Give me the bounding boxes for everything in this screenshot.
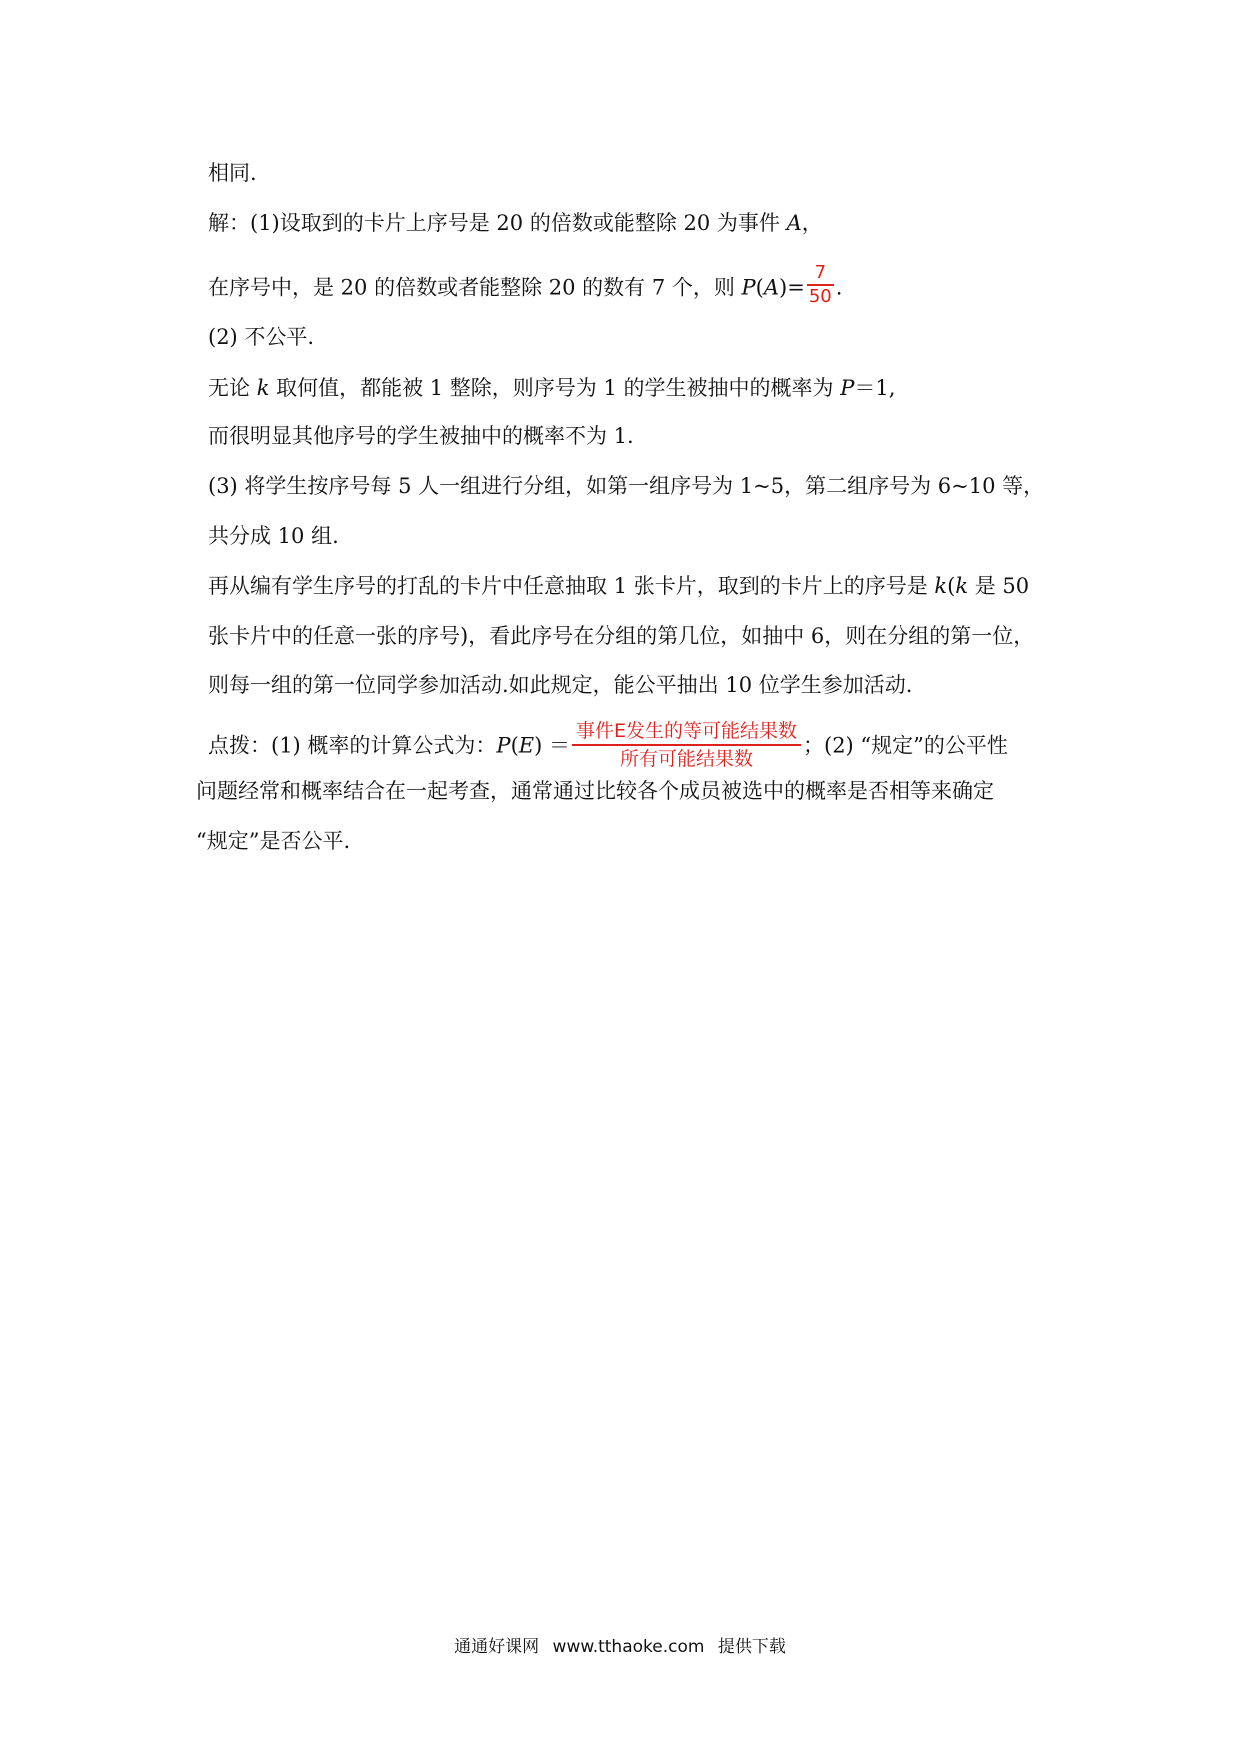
fraction-numerator: 事件E发生的等可能结果数 xyxy=(575,720,797,742)
footer-action: 提供下载 xyxy=(717,1637,786,1657)
variable-p: P xyxy=(496,733,511,758)
line-text: 而很明显其他序号的学生被抽中的概率不为 1. xyxy=(208,424,634,448)
text-line-5 xyxy=(208,373,895,403)
line-text: 张卡片中的任意一张的序号)，看此序号在分组的第几位，如抽中 6，则在分组的第一位， xyxy=(208,624,1035,648)
variable-k: k xyxy=(934,574,948,598)
line-text: “规定”是否公平. xyxy=(196,829,351,853)
text-line-8 xyxy=(208,521,339,551)
variable-a: A xyxy=(763,275,780,300)
line-text: 在序号中，是 20 的倍数或者能整除 20 的数有 7 个，则 xyxy=(208,275,742,300)
line-text: )= xyxy=(779,275,805,300)
text-line-14 xyxy=(196,826,350,856)
line-text: 再从编有学生序号的打乱的卡片中任意抽取 1 张卡片，取到的卡片上的序号是 xyxy=(208,574,935,598)
variable-e: E xyxy=(518,733,535,758)
line-text: 是 50 xyxy=(968,574,1030,598)
line-text: (3) 将学生按序号每 5 人一组进行分组，如第一组序号为 1~5，第二组序号为 6~10 等， xyxy=(208,474,1045,498)
text-line-7 xyxy=(208,471,1044,501)
fraction-denominator: 所有可能结果数 xyxy=(619,748,753,770)
fraction-denominator: 50 xyxy=(808,286,832,307)
variable-k: k xyxy=(955,574,969,598)
line-text: ；(2) “规定”的公平性 xyxy=(803,733,1008,758)
line-text: . xyxy=(835,275,843,300)
line-text: 问题经常和概率结合在一起考查，通常通过比较各个成员被选中的概率是否相等来确定 xyxy=(196,779,994,803)
text-line-9 xyxy=(208,571,1029,601)
text-line-3 xyxy=(208,262,843,312)
probability-formula-fraction xyxy=(572,718,801,772)
line-text: 相同. xyxy=(208,161,257,185)
line-text: ( xyxy=(510,733,519,758)
text-line-13 xyxy=(196,776,994,806)
footer-site-name: 通通好课网 xyxy=(454,1637,540,1657)
variable-a: A xyxy=(786,211,802,235)
page-footer xyxy=(0,1635,1240,1659)
text-line-2 xyxy=(208,208,823,238)
text-line-11 xyxy=(208,670,912,700)
line-text: 无论 xyxy=(208,376,257,400)
line-text: 共分成 10 组. xyxy=(208,524,339,548)
line-text: ＝1, xyxy=(854,376,896,400)
text-line-6 xyxy=(208,421,634,451)
text-line-1 xyxy=(208,158,257,188)
probability-fraction xyxy=(807,262,834,308)
variable-k: k xyxy=(256,376,270,400)
text-line-12 xyxy=(208,720,1008,774)
line-text: ( xyxy=(947,574,956,598)
line-text: 点拨：(1) 概率的计算公式为： xyxy=(208,733,497,758)
line-text: ) ＝ xyxy=(534,733,570,758)
line-text: 解：(1)设取到的卡片上序号是 20 的倍数或能整除 20 为事件 xyxy=(208,211,787,235)
line-text: ( xyxy=(755,275,764,300)
line-text: 取何值，都能被 1 整除，则序号为 1 的学生被抽中的概率为 xyxy=(269,376,841,400)
text-line-10 xyxy=(208,621,1034,651)
text-line-4 xyxy=(208,322,314,352)
variable-p: P xyxy=(840,376,855,400)
variable-p: P xyxy=(741,275,756,300)
fraction-numerator: 7 xyxy=(814,262,827,283)
line-text: ， xyxy=(801,211,823,235)
footer-url[interactable]: www.tthaoke.com xyxy=(552,1637,705,1657)
line-text: 则每一组的第一位同学参加活动.如此规定，能公平抽出 10 位学生参加活动. xyxy=(208,673,913,697)
line-text: (2) 不公平. xyxy=(208,325,315,349)
